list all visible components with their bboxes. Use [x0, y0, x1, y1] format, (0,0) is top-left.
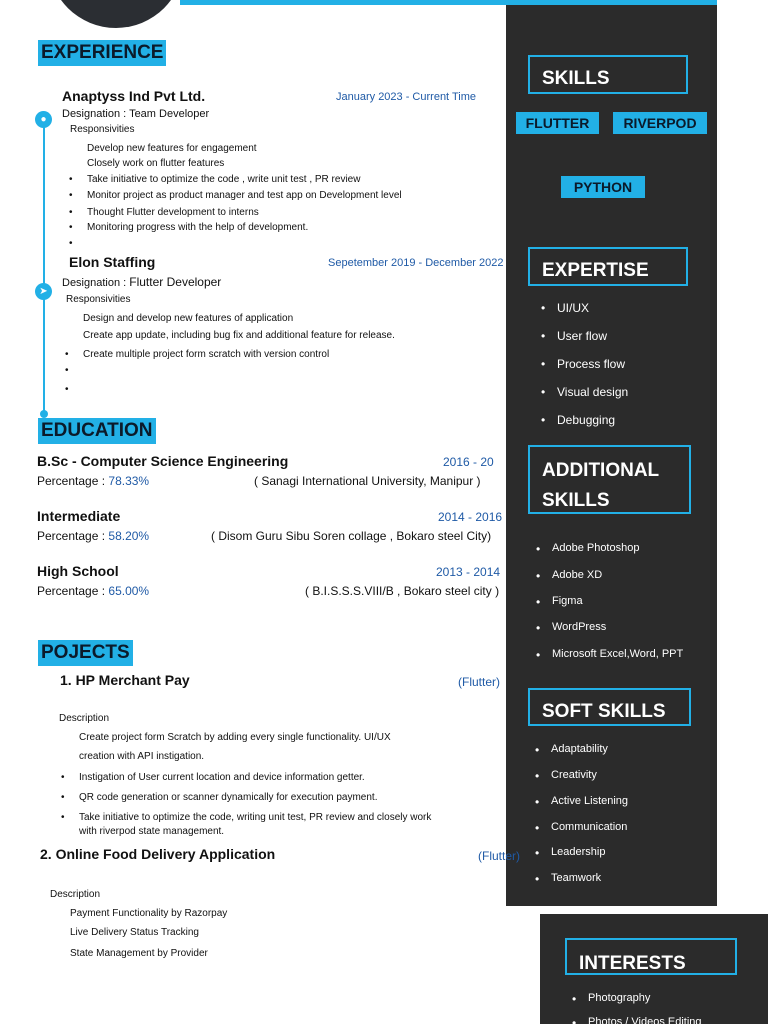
description-label: Description — [50, 889, 101, 900]
skills-heading: SKILLS — [528, 55, 688, 94]
expertise-item: • Visual design — [557, 385, 628, 399]
degree: B.Sc - Computer Science Engineering — [37, 453, 289, 469]
soft-skill-item: • Teamwork — [551, 872, 601, 884]
percentage: Percentage : 78.33% — [37, 474, 150, 488]
edu-years: 2014 - 2016 — [438, 510, 503, 524]
experience-heading: EXPERIENCE — [38, 40, 166, 66]
soft-skill-item: • Communication — [551, 821, 627, 833]
telegram-icon: ➤ — [35, 283, 52, 300]
degree: Intermediate — [37, 508, 121, 524]
project-title: 2. Online Food Delivery Application — [40, 846, 276, 862]
additional-item: • Adobe Photoshop — [552, 542, 639, 554]
expertise-heading: EXPERTISE — [528, 247, 688, 286]
institute: ( Disom Guru Sibu Soren collage , Bokaro steel City) — [211, 529, 492, 543]
project-item: with riverpod state management. — [79, 826, 225, 837]
expertise-item: • User flow — [557, 329, 607, 343]
soft-skill-item: • Active Listening — [551, 795, 628, 807]
project-item: creation with API instigation. — [79, 751, 205, 762]
additional-item: • Adobe XD — [552, 569, 602, 581]
duty-item: Closely work on flutter features — [87, 158, 225, 169]
project-tech: (Flutter) — [478, 849, 520, 863]
interest-item: • Photos / Videos Editing — [588, 1016, 702, 1028]
edu-years: 2013 - 2014 — [436, 565, 501, 579]
percentage: Percentage : 58.20% — [37, 529, 150, 543]
projects-heading: POJECTS — [38, 640, 133, 666]
skill-chip: FLUTTER — [516, 112, 599, 134]
project-item: • Take initiative to optimize the code, writing unit test, PR review and closely work — [79, 812, 431, 823]
responsivities-label: Responsivities — [70, 124, 135, 135]
expertise-item: • Process flow — [557, 357, 625, 371]
duty-item: Create app update, including bug fix and additional feature for release. — [83, 330, 395, 341]
additional-item: • WordPress — [552, 621, 606, 633]
institute: ( Sanagi International University, Manipur ) — [254, 474, 481, 488]
skill-chip: PYTHON — [561, 176, 645, 198]
soft-skills-heading: SOFT SKILLS — [528, 688, 691, 726]
interests-heading: INTERESTS — [565, 938, 737, 975]
project-title: 1. HP Merchant Pay — [60, 672, 190, 688]
soft-skill-item: • Adaptability — [551, 743, 608, 755]
designation: Designation : Team Developer — [62, 108, 210, 120]
interest-item: • Photography — [588, 992, 650, 1004]
percentage: Percentage : 65.00% — [37, 584, 150, 598]
designation: Designation : Flutter Developer — [62, 275, 222, 289]
soft-skill-item: • Creativity — [551, 769, 597, 781]
profile-photo — [48, 0, 184, 28]
timeline-end-dot — [40, 410, 48, 418]
job-date: Sepetember 2019 - December 2022 — [328, 257, 504, 269]
expertise-item: • Debugging — [557, 413, 615, 427]
edu-years: 2016 - 20 — [443, 455, 494, 469]
project-item: Live Delivery Status Tracking — [70, 927, 199, 938]
project-item: • Instigation of User current location and device information getter. — [79, 772, 365, 783]
duty-item: Develop new features for engagement — [87, 143, 257, 154]
project-item: • QR code generation or scanner dynamically for execution payment. — [79, 792, 378, 803]
additional-skills-heading: ADDITIONAL SKILLS — [528, 445, 691, 514]
project-item: Payment Functionality by Razorpay — [70, 908, 228, 919]
soft-skill-item: • Leadership — [551, 846, 605, 858]
duty-item: • Thought Flutter development to interns — [87, 207, 259, 218]
project-item: State Management by Provider — [70, 948, 208, 959]
responsivities-label: Responsivities — [66, 294, 131, 305]
timeline-line — [43, 118, 45, 414]
degree: High School — [37, 563, 119, 579]
duty-item: • Monitor project as product manager and test app on Development level — [87, 190, 402, 201]
duty-item: • Monitoring progress with the help of development. — [87, 222, 308, 233]
description-label: Description — [59, 713, 110, 724]
skill-chip: RIVERPOD — [613, 112, 707, 134]
duty-item: • Create multiple project form scratch with version control — [83, 349, 329, 360]
expertise-item: • UI/UX — [557, 301, 589, 315]
location-pin-icon: ● — [35, 111, 52, 128]
job-date: January 2023 - Current Time — [336, 91, 477, 103]
additional-item: • Figma — [552, 595, 583, 607]
company-name: Elon Staffing — [69, 254, 156, 270]
duty-item: • Take initiative to optimize the code , write unit test , PR review — [87, 174, 360, 185]
institute: ( B.I.S.S.S.VIII/B , Bokaro steel city ) — [305, 584, 500, 598]
bullet: • — [65, 384, 69, 395]
bullet: • — [69, 238, 73, 249]
project-tech: (Flutter) — [458, 675, 500, 689]
project-item: Create project form Scratch by adding every single functionality. UI/UX — [79, 732, 391, 743]
company-name: Anaptyss Ind Pvt Ltd. — [62, 88, 206, 104]
bullet: • — [65, 365, 69, 376]
duty-item: Design and develop new features of application — [83, 313, 294, 324]
additional-item: • Microsoft Excel,Word, PPT — [552, 648, 683, 660]
education-heading: EDUCATION — [38, 418, 156, 444]
